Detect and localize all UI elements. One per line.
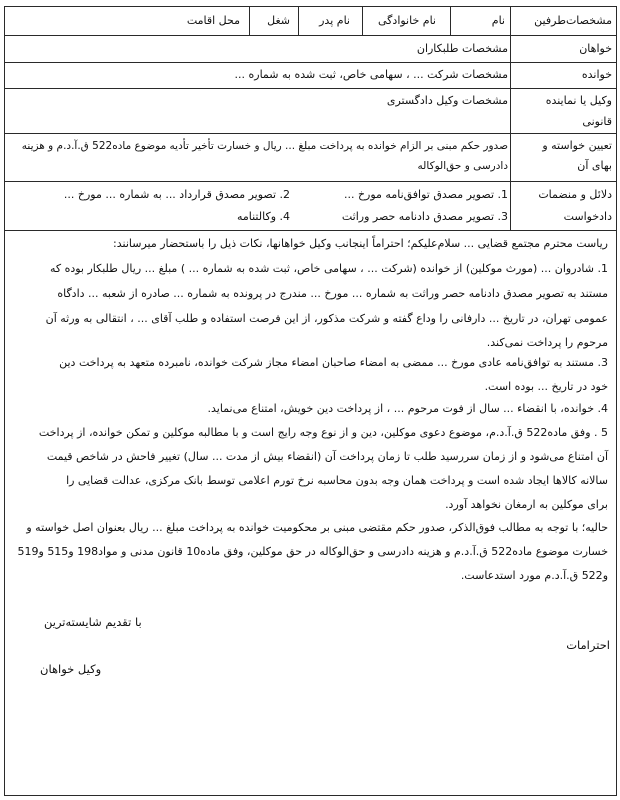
border-left <box>4 6 5 796</box>
border-right <box>616 6 617 796</box>
body-line: مستند به تصویر مصدق دادنامه حصر وراثت به شماره ... مورخ ... مندرج در پرونده به شماره ... صادره از شعبه ... دادگاه <box>57 287 608 300</box>
defendant-value: مشخصات شرکت ... ، سهامی خاص، ثبت شده به شماره ... <box>234 68 508 81</box>
plaintiff-label: خواهان <box>579 42 612 55</box>
evidence-label-line1: دلائل و منضمات <box>538 188 612 201</box>
lawyer-label-line2: قانونی <box>582 115 612 128</box>
evidence-item: 4. وکالتنامه <box>236 210 290 223</box>
claim-value-line2: دادرسی و حق‌الوکاله <box>417 160 508 172</box>
header-col-family-name: نام خانوادگی <box>378 14 436 27</box>
plaintiff-value: مشخصات طلبکاران <box>416 42 508 55</box>
header-col-divider <box>362 6 363 36</box>
row-divider <box>4 230 617 231</box>
row-divider <box>4 181 617 182</box>
body-line: سالانه کالاها ایجاد شده است و پرداخت همان وجه بدون محاسبه نرخ تورم اعلامی توسط بانک مرکزی، عدالت قضایی را <box>66 474 608 487</box>
header-col-name: نام <box>491 14 505 27</box>
body-line: خود در تاریخ ... بوده است. <box>484 380 608 393</box>
lawyer-label-line1: وکیل یا نماینده <box>545 94 612 107</box>
claim-value-line1: صدور حکم مبنی بر الزام خوانده به پرداخت مبلغ ... ریال و خسارت تأخیر تأدیه موضوع ماده522 ق.آ.د.م و هزینه <box>21 140 508 152</box>
regards: احترامات <box>566 638 610 652</box>
claim-label-line2: بهای آن <box>577 159 612 172</box>
row-divider <box>4 133 617 134</box>
border-top <box>4 6 617 7</box>
header-title: مشخصات‌طرفین <box>534 14 612 27</box>
border-bottom <box>4 795 617 796</box>
evidence-item: 3. تصویر مصدق دادنامه حصر وراثت <box>341 210 508 223</box>
body-line: و522 ق.آ.د.م مورد استدعاست. <box>460 569 608 582</box>
row-divider <box>4 62 617 63</box>
header-col-divider <box>249 6 250 36</box>
evidence-item: 2. تصویر مصدق قرارداد ... به شماره ... مورخ ... <box>63 188 290 201</box>
signature: وکیل خواهان <box>40 662 102 676</box>
row-divider <box>4 35 617 36</box>
closing-respect: با تقدیم شایسته‌ترین <box>44 615 142 629</box>
header-col-residence: محل اقامت <box>186 14 240 27</box>
body-line: 3. مستند به توافق‌نامه عادی مورخ ... ممضی به امضاء صاحبان امضاء مجاز شرکت خوانده، نامبرده متعهد به پرداخت دین <box>59 356 608 369</box>
defendant-label: خوانده <box>581 68 612 81</box>
row-divider <box>4 88 617 89</box>
body-line: 1. شادروان ... (مورث موکلین) از خوانده (شرکت ... ، سهامی خاص، ثبت شده به شماره ... ) مبلغ ... ریال طلبکار بوده که <box>49 262 608 275</box>
header-col-father-name: نام پدر <box>319 14 350 27</box>
body-line: 4. خوانده، با انقضاء ... سال از فوت مرحوم ... ، از پرداخت دین خویش، امتناع می‌نماید. <box>207 402 608 415</box>
header-col-occupation: شغل <box>267 14 290 27</box>
claim-label-line1: تعیین خواسته و <box>542 139 612 152</box>
body-line: مرحوم را پرداخت نمی‌کند. <box>486 336 608 349</box>
evidence-label-line2: دادخواست <box>563 210 612 223</box>
body-line: برای موکلین به ارمغان نخواهد آورد. <box>445 498 608 511</box>
body-line: آن امتناع می‌شود و از زمان سررسید طلب تا زمان پرداخت آن (انقضاء بیش از مدت ... سال) تغییر فاحش در شاخص قیمت <box>46 450 608 463</box>
body-line: عمومی تهران، در تاریخ ... دارفانی را وداع گفته و شرکت مذکور، از این فرصت استفاده و طلب آقای ... ، انتقالی به ورثه آن <box>45 312 608 325</box>
body-line: خسارت موضوع ماده522 ق.آ.د.م و هزینه دادرسی و حق‌الوکاله در حق موکلین، وفق ماده10 قانون مدنی و مواد198 و515 و519 <box>17 545 608 558</box>
header-col-divider <box>298 6 299 36</box>
lawyer-value: مشخصات وکیل دادگستری <box>386 94 508 107</box>
label-column-divider <box>510 6 511 231</box>
evidence-item: 1. تصویر مصدق توافق‌نامه مورخ ... <box>343 188 508 201</box>
body-line: ریاست محترم مجتمع قضایی ... سلام‌علیکم؛ احتراماً اینجانب وکیل خواهانها، نکات ذیل را باستحضار میرسانند: <box>113 237 608 250</box>
body-line: حالیه؛ با توجه به مطالب فوق‌الذکر، صدور حکم مقتضی مبنی بر محکومیت خوانده به پرداخت مبلغ ... ریال بعنوان اصل خواسته و <box>26 521 608 534</box>
header-col-divider <box>450 6 451 36</box>
body-line: 5 . وفق ماده522 ق.آ.د.م، موضوع دعوی موکلین، دین و از نوع وجه رایج است و با مطالبه موکلین و تمکن خوانده، از پرداخت <box>38 426 608 439</box>
